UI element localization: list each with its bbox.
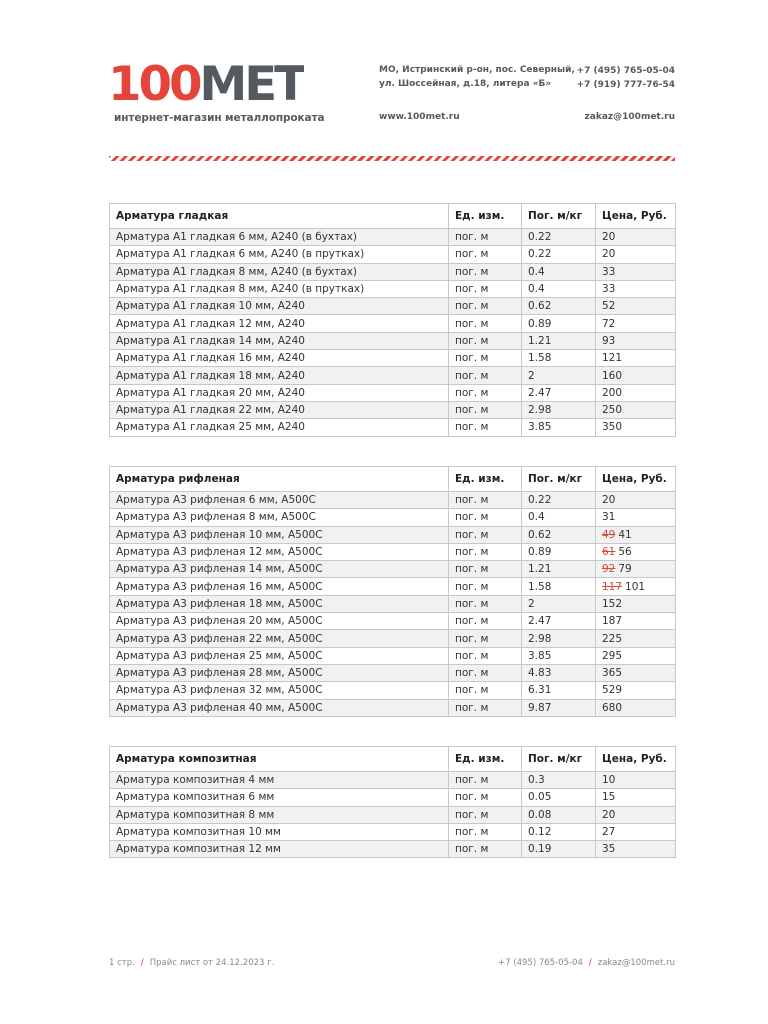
weight-per-meter: 0.62 [522, 298, 596, 315]
price: 529 [602, 684, 623, 697]
price-cell [596, 682, 676, 699]
unit: пог. м [449, 613, 522, 630]
table-row [110, 543, 676, 560]
price: 72 [602, 317, 616, 330]
price: 295 [602, 649, 623, 662]
product-name: Арматура А3 рифленая 16 мм, А500С [110, 578, 449, 595]
price: 20 [602, 808, 616, 821]
price: 33 [602, 283, 616, 296]
price: 152 [602, 597, 623, 610]
product-name: Арматура А3 рифленая 6 мм, А500С [110, 492, 449, 509]
product-name: Арматура А3 рифленая 14 мм, А500С [110, 561, 449, 578]
unit: пог. м [449, 630, 522, 647]
weight-per-meter: 1.58 [522, 578, 596, 595]
table-row [110, 280, 676, 297]
product-name: Арматура А1 гладкая 6 мм, А240 (в бухтах) [110, 229, 449, 246]
weight-per-meter: 2 [522, 595, 596, 612]
weight-per-meter: 9.87 [522, 699, 596, 716]
price-table-composite-rebar [109, 746, 676, 858]
product-name: Арматура А1 гладкая 20 мм, А240 [110, 384, 449, 401]
old-price: 61 [602, 546, 616, 559]
product-name: Арматура композитная 4 мм [110, 772, 449, 789]
website-link[interactable]: www.100met.ru [379, 112, 460, 122]
phone-2[interactable]: +7 (919) 777-76-54 [576, 80, 675, 90]
table-row [110, 595, 676, 612]
weight-per-meter: 3.85 [522, 419, 596, 436]
price-cell [596, 578, 676, 595]
price-cell [596, 595, 676, 612]
unit: пог. м [449, 772, 522, 789]
price-cell [596, 543, 676, 560]
unit: пог. м [449, 315, 522, 332]
weight-per-meter: 1.58 [522, 350, 596, 367]
price-cell [596, 823, 676, 840]
table-row [110, 578, 676, 595]
unit: пог. м [449, 806, 522, 823]
weight-per-meter: 4.83 [522, 664, 596, 681]
price: 200 [602, 386, 623, 399]
company-logo[interactable] [108, 60, 325, 130]
price: 160 [602, 369, 623, 382]
unit: пог. м [449, 332, 522, 349]
table-row [110, 367, 676, 384]
footer-email[interactable]: zakaz@100met.ru [597, 958, 675, 968]
product-name: Арматура композитная 6 мм [110, 789, 449, 806]
price-cell [596, 664, 676, 681]
product-name: Арматура А1 гладкая 25 мм, А240 [110, 419, 449, 436]
price: 35 [602, 843, 616, 856]
table-row [110, 401, 676, 418]
unit: пог. м [449, 350, 522, 367]
unit: пог. м [449, 246, 522, 263]
table-header-row [110, 467, 676, 492]
footer-contacts [498, 958, 675, 968]
unit: пог. м [449, 699, 522, 716]
weight-per-meter: 0.19 [522, 841, 596, 858]
address-line-1: МО, Истринский р-он, пос. Северный, [379, 65, 575, 75]
table-row [110, 246, 676, 263]
unit: пог. м [449, 595, 522, 612]
price: 27 [602, 826, 616, 839]
product-name: Арматура А3 рифленая 32 мм, А500С [110, 682, 449, 699]
weight-per-meter: 0.08 [522, 806, 596, 823]
unit: пог. м [449, 367, 522, 384]
price: 52 [602, 300, 616, 313]
price-cell [596, 280, 676, 297]
old-price: 117 [602, 580, 623, 593]
price: 41 [618, 528, 632, 541]
price-cell [596, 229, 676, 246]
product-name: Арматура А1 гладкая 6 мм, А240 (в прутках) [110, 246, 449, 263]
weight-per-meter: 0.89 [522, 543, 596, 560]
logo-tagline: интернет-магазин металлопроката [114, 112, 325, 124]
unit: пог. м [449, 578, 522, 595]
weight-per-meter: 0.22 [522, 246, 596, 263]
price-table-smooth-rebar [109, 203, 676, 437]
pricelist-date: Прайс лист от 24.12.2023 г. [149, 958, 275, 968]
unit: пог. м [449, 401, 522, 418]
product-name: Арматура А3 рифленая 18 мм, А500С [110, 595, 449, 612]
product-name: Арматура А1 гладкая 8 мм, А240 (в прутках) [110, 280, 449, 297]
price: 121 [602, 352, 623, 365]
price-table-ribbed-rebar [109, 466, 676, 717]
price-cell [596, 384, 676, 401]
logo-wordmark [108, 60, 304, 108]
table-title: Арматура рифленая [110, 467, 449, 492]
table-body [110, 772, 676, 858]
price-cell [596, 561, 676, 578]
old-price: 92 [602, 563, 616, 576]
table-row [110, 647, 676, 664]
unit: пог. м [449, 682, 522, 699]
product-name: Арматура А1 гладкая 14 мм, А240 [110, 332, 449, 349]
unit: пог. м [449, 229, 522, 246]
unit: пог. м [449, 419, 522, 436]
weight-per-meter: 0.4 [522, 280, 596, 297]
product-name: Арматура А1 гладкая 18 мм, А240 [110, 367, 449, 384]
price-cell [596, 772, 676, 789]
product-name: Арматура композитная 12 мм [110, 841, 449, 858]
unit: пог. м [449, 664, 522, 681]
product-name: Арматура А3 рифленая 40 мм, А500С [110, 699, 449, 716]
weight-column-header: Пог. м/кг [522, 747, 596, 772]
price: 680 [602, 701, 623, 714]
price: 79 [618, 563, 632, 576]
unit: пог. м [449, 298, 522, 315]
price-column-header: Цена, Руб. [596, 747, 676, 772]
unit: пог. м [449, 263, 522, 280]
weight-per-meter: 2.98 [522, 630, 596, 647]
product-name: Арматура А1 гладкая 16 мм, А240 [110, 350, 449, 367]
weight-per-meter: 2.47 [522, 384, 596, 401]
price-cell [596, 630, 676, 647]
table-body [110, 229, 676, 437]
table-row [110, 298, 676, 315]
table-row [110, 263, 676, 280]
table-row [110, 823, 676, 840]
price: 101 [625, 580, 646, 593]
price-cell [596, 699, 676, 716]
product-name: Арматура А1 гладкая 10 мм, А240 [110, 298, 449, 315]
price-cell [596, 613, 676, 630]
table-row [110, 772, 676, 789]
weight-per-meter: 0.4 [522, 509, 596, 526]
unit: пог. м [449, 561, 522, 578]
unit: пог. м [449, 823, 522, 840]
company-address [379, 63, 575, 91]
table-body [110, 492, 676, 717]
table-row [110, 332, 676, 349]
price-cell [596, 419, 676, 436]
weight-per-meter: 2 [522, 367, 596, 384]
table-row [110, 841, 676, 858]
unit: пог. м [449, 543, 522, 560]
unit-column-header: Ед. изм. [449, 204, 522, 229]
weight-per-meter: 3.85 [522, 647, 596, 664]
table-title: Арматура композитная [110, 747, 449, 772]
price: 20 [602, 231, 616, 244]
table-row [110, 229, 676, 246]
price-cell [596, 789, 676, 806]
product-name: Арматура А3 рифленая 20 мм, А500С [110, 613, 449, 630]
weight-per-meter: 0.22 [522, 229, 596, 246]
table-row [110, 384, 676, 401]
unit: пог. м [449, 789, 522, 806]
price-cell [596, 509, 676, 526]
price-column-header: Цена, Руб. [596, 204, 676, 229]
product-name: Арматура А1 гладкая 8 мм, А240 (в бухтах) [110, 263, 449, 280]
product-name: Арматура А1 гладкая 22 мм, А240 [110, 401, 449, 418]
price-cell [596, 367, 676, 384]
unit: пог. м [449, 384, 522, 401]
weight-per-meter: 1.21 [522, 332, 596, 349]
unit: пог. м [449, 492, 522, 509]
weight-column-header: Пог. м/кг [522, 467, 596, 492]
price: 20 [602, 494, 616, 507]
footer-page-info [109, 958, 274, 968]
price-cell [596, 350, 676, 367]
product-name: Арматура А3 рифленая 12 мм, А500С [110, 543, 449, 560]
weight-per-meter: 0.89 [522, 315, 596, 332]
price-cell [596, 526, 676, 543]
footer-phone[interactable]: +7 (495) 765-05-04 [498, 958, 583, 968]
table-header-row [110, 747, 676, 772]
decorative-stripe-divider [109, 156, 675, 161]
table-row [110, 350, 676, 367]
email-link[interactable]: zakaz@100met.ru [584, 112, 675, 122]
weight-per-meter: 0.12 [522, 823, 596, 840]
price-cell [596, 841, 676, 858]
unit-column-header: Ед. изм. [449, 467, 522, 492]
unit-column-header: Ед. изм. [449, 747, 522, 772]
price: 20 [602, 248, 616, 261]
table-row [110, 806, 676, 823]
footer-separator: / [140, 958, 144, 968]
price-column-header: Цена, Руб. [596, 467, 676, 492]
price-cell [596, 332, 676, 349]
price-cell [596, 647, 676, 664]
table-row [110, 561, 676, 578]
weight-per-meter: 1.21 [522, 561, 596, 578]
table-row [110, 664, 676, 681]
weight-column-header: Пог. м/кг [522, 204, 596, 229]
product-name: Арматура А3 рифленая 28 мм, А500С [110, 664, 449, 681]
product-name: Арматура А1 гладкая 12 мм, А240 [110, 315, 449, 332]
table-row [110, 419, 676, 436]
price: 225 [602, 632, 623, 645]
phone-numbers [577, 64, 675, 92]
old-price: 49 [602, 528, 616, 541]
weight-per-meter: 2.98 [522, 401, 596, 418]
table-row [110, 789, 676, 806]
table-row [110, 315, 676, 332]
table-header-row [110, 204, 676, 229]
page-number: 1 стр. [109, 958, 135, 968]
table-title: Арматура гладкая [110, 204, 449, 229]
price-cell [596, 263, 676, 280]
price: 33 [602, 265, 616, 278]
weight-per-meter: 0.4 [522, 263, 596, 280]
price: 365 [602, 667, 623, 680]
product-name: Арматура композитная 8 мм [110, 806, 449, 823]
price: 187 [602, 615, 623, 628]
product-name: Арматура композитная 10 мм [110, 823, 449, 840]
unit: пог. м [449, 509, 522, 526]
price-cell [596, 298, 676, 315]
price-cell [596, 806, 676, 823]
unit: пог. м [449, 841, 522, 858]
unit: пог. м [449, 647, 522, 664]
price-cell [596, 492, 676, 509]
weight-per-meter: 2.47 [522, 613, 596, 630]
unit: пог. м [449, 280, 522, 297]
price: 250 [602, 404, 623, 417]
address-line-2: ул. Шоссейная, д.18, литера «Б» [379, 79, 552, 89]
table-row [110, 630, 676, 647]
weight-per-meter: 0.3 [522, 772, 596, 789]
table-row [110, 613, 676, 630]
weight-per-meter: 0.05 [522, 789, 596, 806]
svg-text:100МЕТ: 100МЕТ [108, 60, 302, 108]
price: 31 [602, 511, 616, 524]
price: 350 [602, 421, 623, 434]
page-header [0, 0, 768, 170]
product-name: Арматура А3 рифленая 22 мм, А500С [110, 630, 449, 647]
product-name: Арматура А3 рифленая 10 мм, А500С [110, 526, 449, 543]
price-cell [596, 246, 676, 263]
phone-1[interactable]: +7 (495) 765-05-04 [576, 66, 675, 76]
product-name: Арматура А3 рифленая 25 мм, А500С [110, 647, 449, 664]
table-row [110, 492, 676, 509]
price: 10 [602, 774, 616, 787]
price-cell [596, 315, 676, 332]
price: 56 [618, 546, 632, 559]
unit: пог. м [449, 526, 522, 543]
price-cell [596, 401, 676, 418]
weight-per-meter: 6.31 [522, 682, 596, 699]
price: 15 [602, 791, 616, 804]
footer-separator: / [588, 958, 592, 968]
table-row [110, 682, 676, 699]
weight-per-meter: 0.22 [522, 492, 596, 509]
product-name: Арматура А3 рифленая 8 мм, А500С [110, 509, 449, 526]
weight-per-meter: 0.62 [522, 526, 596, 543]
table-row [110, 699, 676, 716]
table-row [110, 509, 676, 526]
price: 93 [602, 334, 616, 347]
table-row [110, 526, 676, 543]
